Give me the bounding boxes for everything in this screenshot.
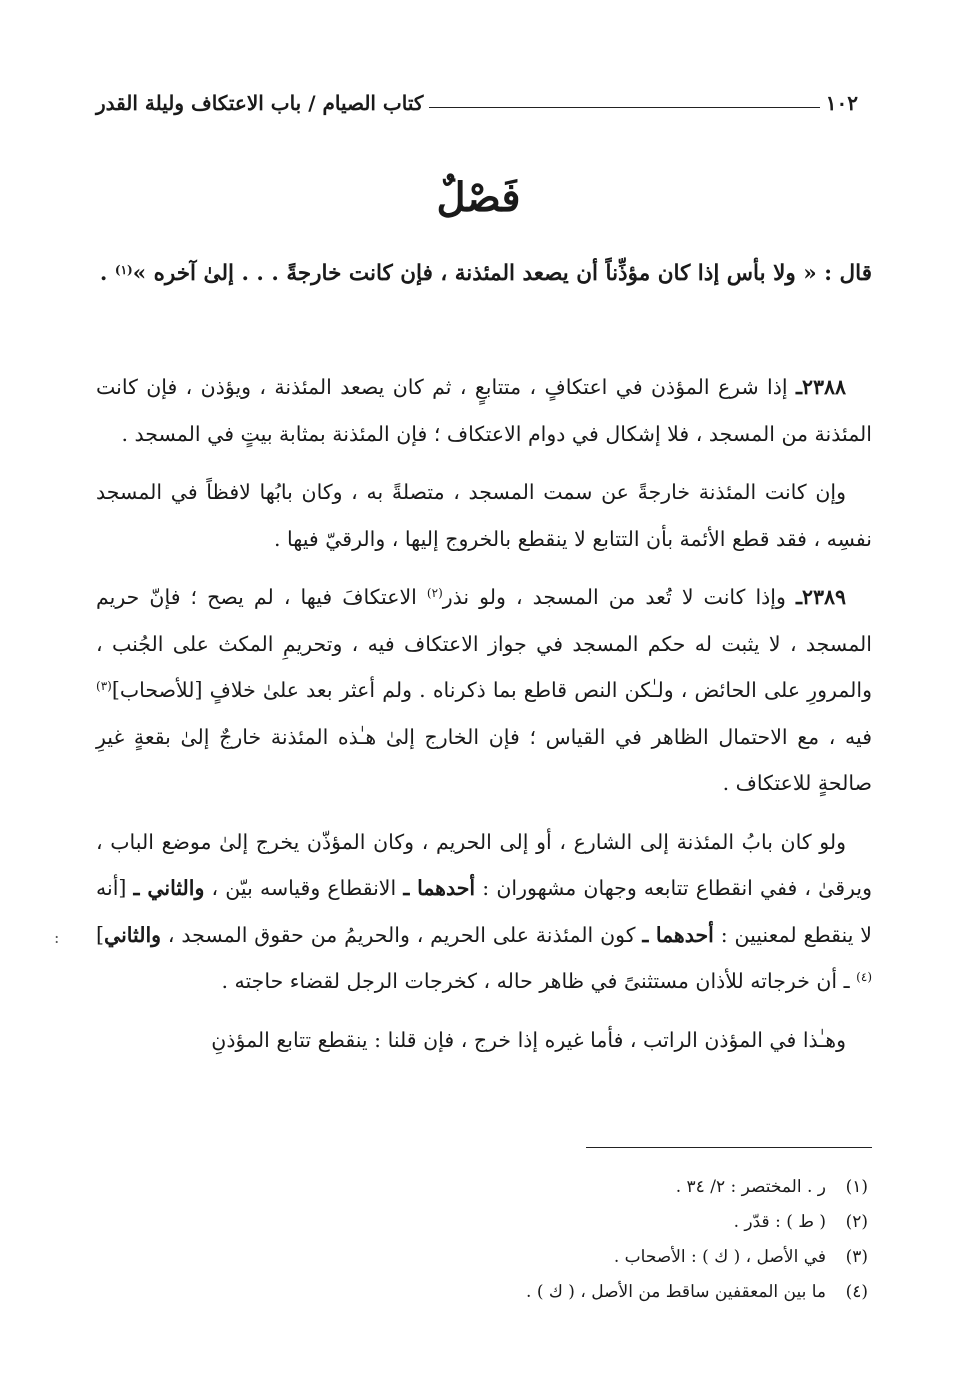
paragraph-number: ٢٣٨٩ـ <box>795 585 846 609</box>
footnote-rule <box>586 1147 872 1148</box>
footnotes <box>96 1170 872 1310</box>
paragraph-text: الانقطاع وقياسه بيّن ، <box>204 876 404 900</box>
footnote-ref-3: (٣) <box>96 679 112 693</box>
bold-term: أحدهما ـ <box>403 876 476 900</box>
header-rule <box>429 107 819 108</box>
footnote-4 <box>96 1275 872 1310</box>
footnote-number: (١) <box>845 1177 868 1197</box>
paragraph-2389-continued <box>96 819 872 1005</box>
paragraph-last <box>96 1017 872 1064</box>
paragraph-text: إذا شرع المؤذن في اعتكافٍ ، متتابعٍ ، ثم كان يصعد المئذنة ، ويؤذن ، فإن كانت المئذنة من المسجد ، فلا إشكال في دوام الاعتكاف ؛ فإن المئذنة بمثابة بيتٍ في المسجد . <box>96 375 872 446</box>
footnote-ref-2: (٢) <box>426 586 443 600</box>
bold-term: أحدهما ـ <box>642 922 714 947</box>
paragraph-2388-continued <box>96 469 872 562</box>
paragraph-text: ولو كان بابُ المئذنة إلى الشارع ، أو إلى الحريم ، وكان المؤذّن يخرج إلىٰ موضع الباب ، ويرقىٰ ، ففي انقطاع تتابعه وجهان مشهوران : <box>96 829 872 900</box>
bold-term: والثاني ـ <box>133 876 205 900</box>
paragraph-text: ـ أن خرجاته للأذان مستثنىً في ظاهر حاله ، كخرجات الرجل لقضاء حاجته . <box>221 969 857 993</box>
quoted-text <box>96 252 872 296</box>
paragraph-2389 <box>96 574 872 807</box>
footnote-number: (٢) <box>845 1212 868 1232</box>
footnote-number: (٣) <box>845 1247 868 1267</box>
paragraph-text: ] <box>96 922 104 947</box>
footnote-text: ( ط ) : قدّر . <box>733 1212 826 1232</box>
footnote-2 <box>96 1205 872 1240</box>
footnote-number: (٤) <box>845 1282 868 1302</box>
paragraph-text: وإن كانت المئذنة خارجةً عن سمت المسجد ، متصلةً به ، وكان بابُها لافظاً في المسجد نفسِه ، فقد قطع الأئمة بأن التتابع لا ينقطع بالخروج إليها ، والرقيّ فيها . <box>96 480 872 551</box>
footnote-text: ر . المختصر : ٢/ ٣٤ . <box>675 1177 826 1197</box>
body-text <box>96 364 872 1075</box>
footnote-text: ما بين المعقفين ساقط من الأصل ، ( ك ) . <box>526 1282 826 1302</box>
quote-text: قال : « ولا بأس إذا كان مؤذِّناً أن يصعد المئذنة ، فإن كانت خارجةً . . . إلىٰ آخره » <box>132 261 872 286</box>
paragraph-text: وإذا كانت لا تُعد من المسجد ، ولو نذر <box>442 585 796 609</box>
margin-mark: : <box>54 928 60 947</box>
paragraph-text: فيه ، مع الاحتمال الظاهر في القياس ؛ فإن الخارج إلىٰ هـٰذه المئذنة خارجٌ إلىٰ بقعةٍ غيرِ صالحةٍ للاعتكاف . <box>96 724 872 795</box>
paragraph-text: وهـٰذا في المؤذن الراتب ، فأما غيره إذا خرج ، فإن قلنا : ينقطع تتابع المؤذنِ <box>211 1027 846 1052</box>
paragraph-number: ٢٣٨٨ـ <box>795 375 846 399</box>
footnote-text: في الأصل ، ( ك ) : الأصحاب . <box>613 1247 826 1267</box>
section-heading: فَصْلٌ <box>436 174 521 221</box>
page-number: ١٠٢ <box>825 91 858 115</box>
paragraph-text: كون المئذنة على الحريم ، والحريمُ من حقوق المسجد ، <box>161 922 643 947</box>
quote-end: . <box>99 261 115 286</box>
header-title: كتاب الصيام / باب الاعتكاف وليلة القدر <box>96 91 424 115</box>
paragraph-2388 <box>96 364 872 457</box>
bold-term: والثاني <box>104 922 162 947</box>
footnote-ref-4: (٤) <box>856 970 872 984</box>
footnote-ref-1: (١) <box>114 263 133 277</box>
running-header <box>96 86 858 120</box>
footnote-1 <box>96 1170 872 1205</box>
paragraph-text: الاعتكافَ فيها ، لم يصح ؛ فإنّ حريم المسجد ، لا يثبت له حكم المسجد في جواز الاعتكاف فيه ، وتحريمِ المكث على الجُنب ، والمرورِ على الحائض ، ولـٰكن النص قاطع بما ذكرناه . ولم أعثر بعد علىٰ خلافٍ [للأصحاب] <box>96 585 872 702</box>
paragraph-text: [أنه لا ينقطع لمعنيين : <box>96 876 872 947</box>
footnote-3 <box>96 1240 872 1275</box>
